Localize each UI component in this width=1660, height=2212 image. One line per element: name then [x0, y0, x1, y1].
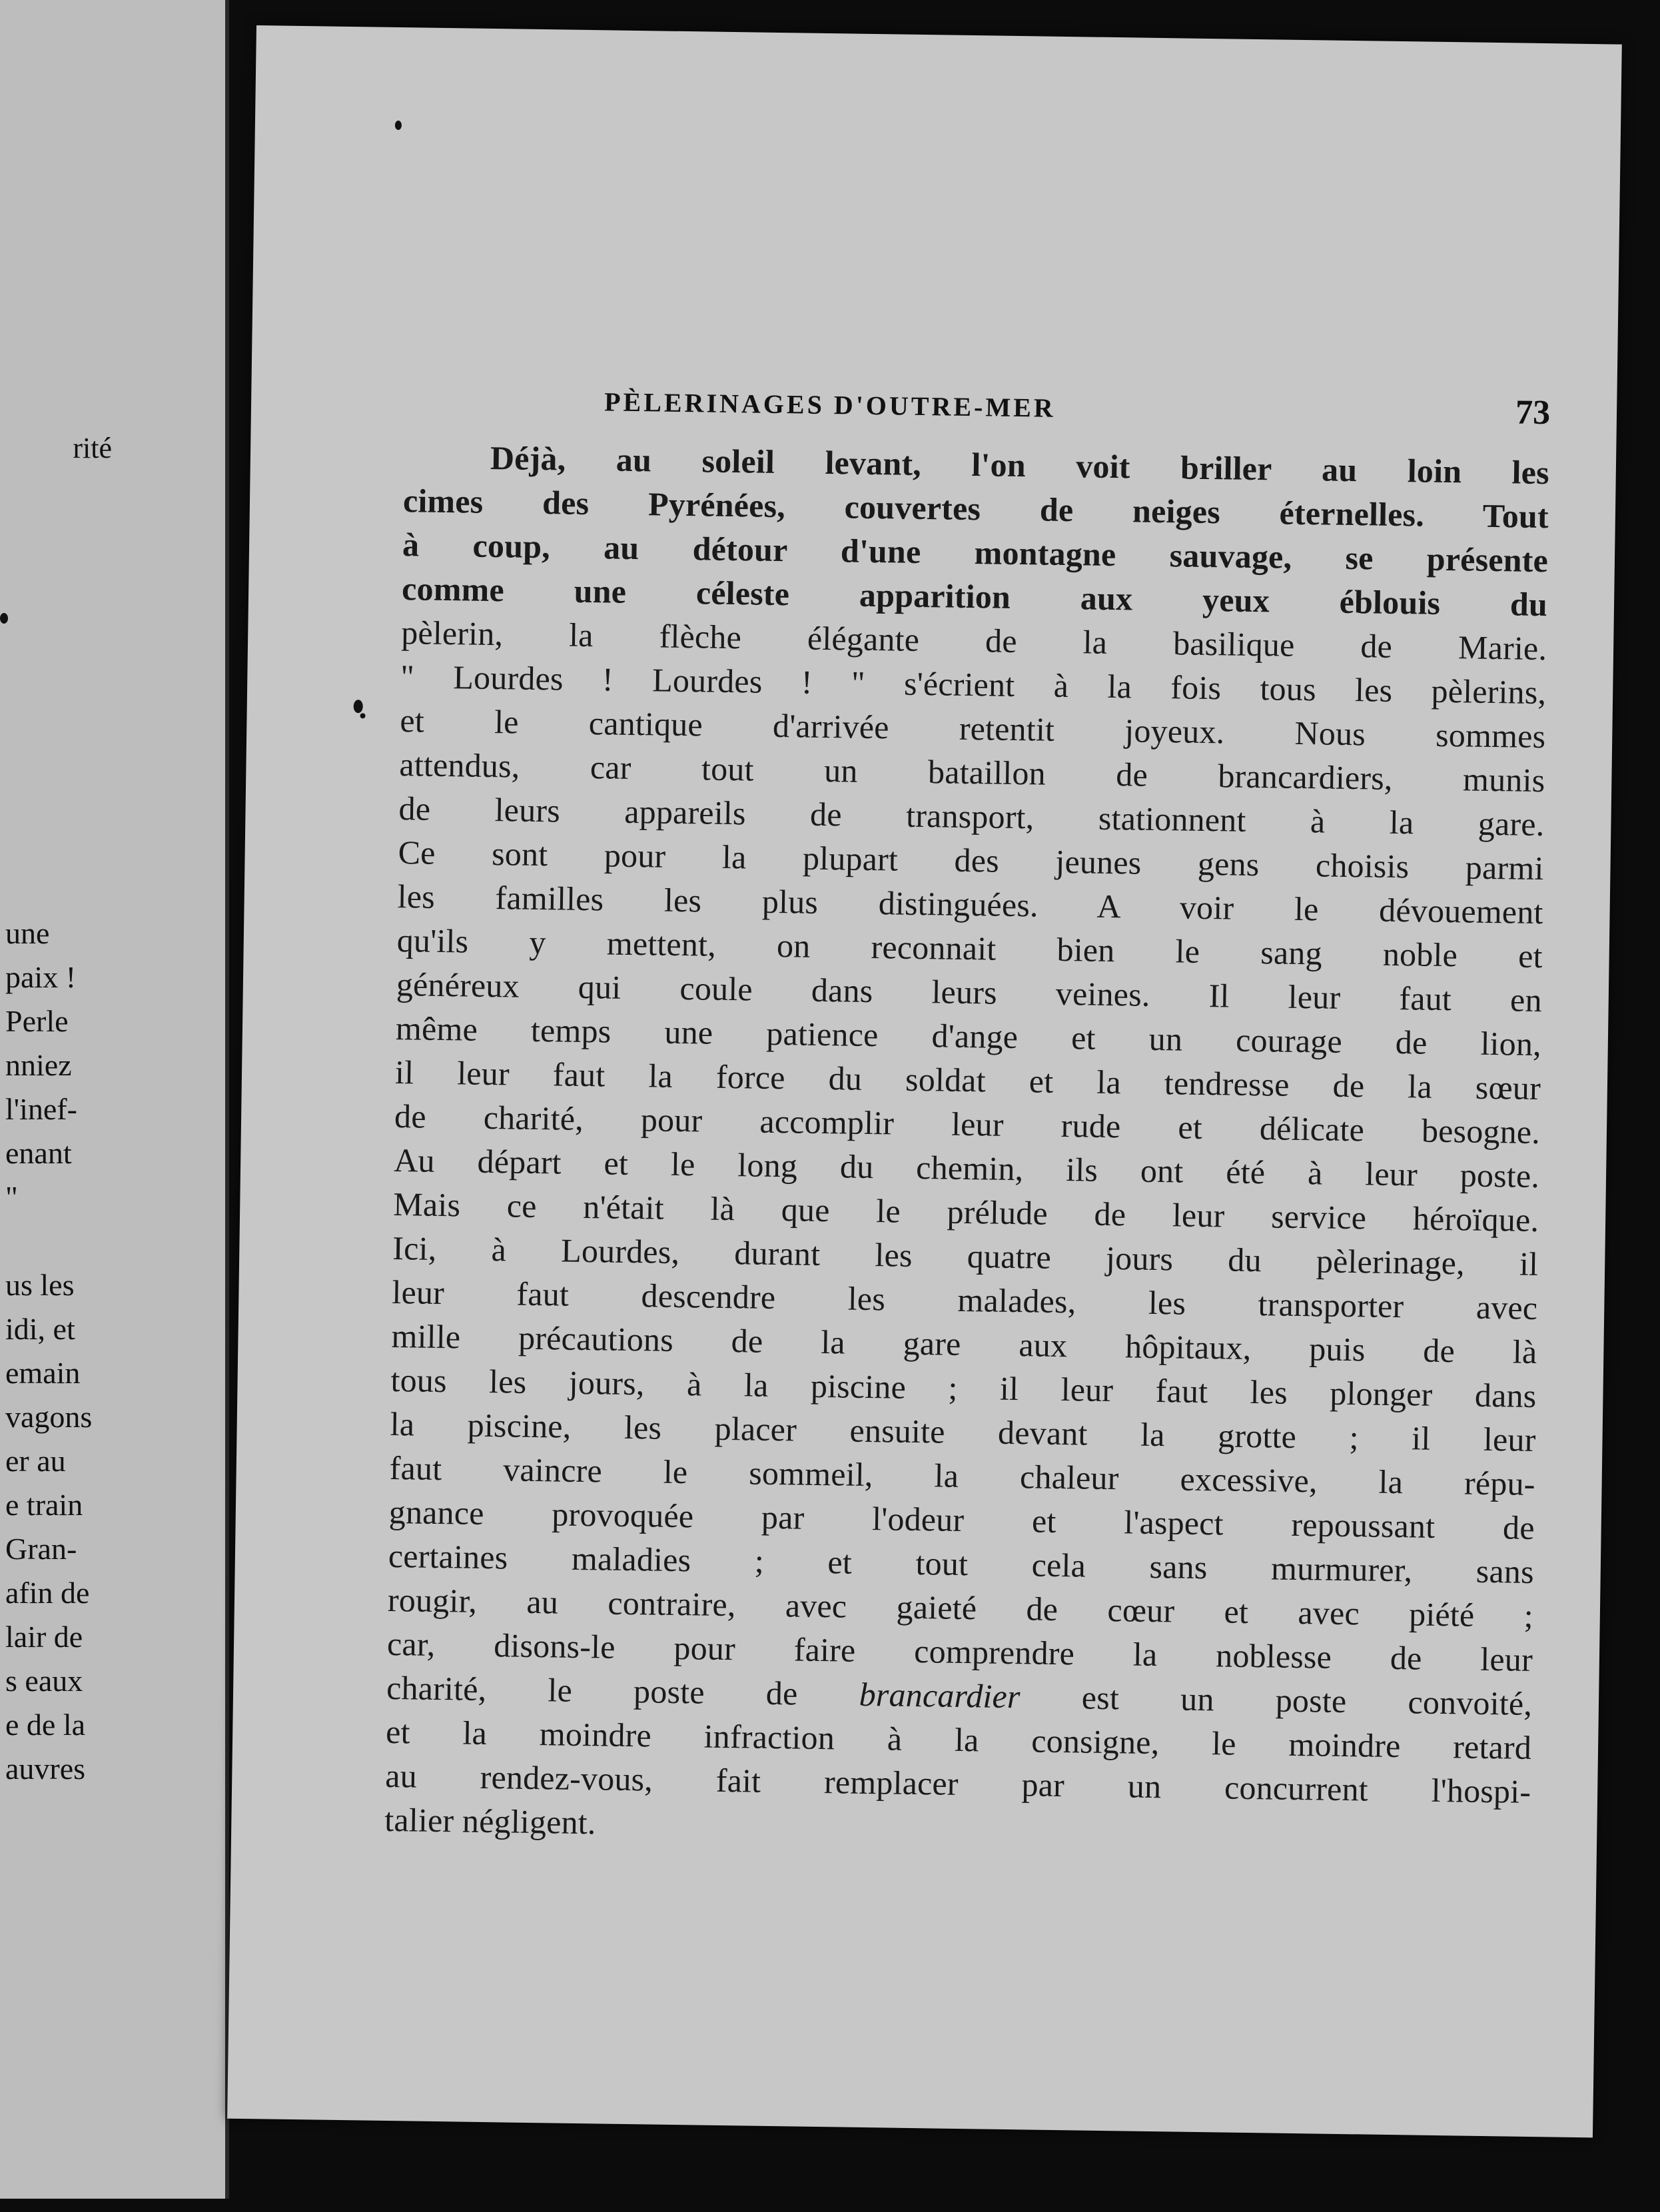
text-line: mille précautions de la gare aux hôpitaux, puis de là [391, 1317, 1537, 1371]
text-line: à coup, au détour d'une montagne sauvage, se présente [402, 526, 1549, 580]
text-line: gnance provoquée par l'odeur et l'aspect repoussant de [388, 1492, 1535, 1547]
text-line: même temps une patience d'ange et un courage de lion, [395, 1009, 1542, 1063]
left-page-fragment-top: rité [73, 432, 112, 464]
text-line: cimes des Pyrénées, couvertes de neiges éternelles. Tout [402, 482, 1549, 536]
text-line: leur faut descendre les malades, les transporter avec [392, 1273, 1538, 1327]
page-number: 73 [1515, 393, 1551, 432]
left-page-fragment: us les [5, 1268, 75, 1302]
left-page-fragment: nniez [5, 1048, 72, 1082]
running-title: PÈLERINAGES D'OUTRE-MER [604, 386, 1056, 423]
left-page-fragment: e de la [5, 1708, 86, 1742]
text-line: qu'ils y mettent, on reconnait bien le sang noble et [396, 921, 1543, 975]
book-page [227, 25, 1622, 2137]
text-line: et le cantique d'arrivée retentit joyeux. Nous sommes [400, 702, 1546, 756]
left-page-fragment: vagons [5, 1400, 93, 1434]
page-speck [360, 713, 365, 718]
left-page-fragment: auvres [5, 1752, 86, 1786]
left-page-fragment: idi, et [5, 1312, 75, 1346]
text-line: Déjà, au soleil levant, l'on voit briller au loin les [490, 438, 1550, 492]
page-speck [395, 121, 402, 130]
text-line: car, disons-le pour faire comprendre la noblesse de leur [386, 1624, 1533, 1678]
text-line: au rendez-vous, fait remplacer par un concurrent l'hospi- [384, 1756, 1531, 1810]
left-page-fragment: " [5, 1180, 18, 1214]
text-line: comme une céleste apparition aux yeux éblouis du [401, 570, 1548, 624]
page-speck [354, 700, 363, 713]
page-header [404, 377, 1551, 440]
left-page-fragment: lair de [5, 1620, 83, 1654]
left-page-fragment: afin de [5, 1576, 90, 1610]
text-line: charité, le poste de brancardier est un poste convoité, [386, 1668, 1533, 1722]
text-line: pèlerin, la flèche élégante de la basilique de Marie. [400, 614, 1547, 668]
text-line: la piscine, les placer ensuite devant la grotte ; il leur [390, 1405, 1536, 1459]
text-line: talier négligent. [384, 1800, 596, 1842]
text-line: il leur faut la force du soldat et la tendresse de la sœur [394, 1053, 1541, 1107]
left-page-fragment: e train [5, 1488, 83, 1522]
text-line: faut vaincre le sommeil, la chaleur excessive, la répu- [389, 1449, 1536, 1503]
text-line: rougir, au contraire, avec gaieté de cœur et avec piété ; [387, 1580, 1534, 1634]
left-page-fragment: Perle [5, 1004, 69, 1038]
text-line: Au départ et le long du chemin, ils ont été à leur poste. [393, 1141, 1540, 1195]
text-line: les familles les plus distinguées. A voir le dévouement [397, 877, 1543, 931]
text-line: Ici, à Lourdes, durant les quatre jours du pèlerinage, il [392, 1229, 1539, 1283]
text-line: " Lourdes ! Lourdes ! " s'écrient à la fois tous les pèlerins, [400, 658, 1547, 712]
left-facing-page [0, 0, 229, 2199]
left-page-fragment: Gran- [5, 1532, 77, 1566]
text-line: de charité, pour accomplir leur rude et délicate besogne. [394, 1097, 1541, 1151]
left-page-fragment: emain [5, 1356, 81, 1390]
text-line: de leurs appareils de transport, stationnent à la gare. [398, 790, 1545, 843]
text-line: attendus, car tout un bataillon de brancardiers, munis [399, 746, 1545, 800]
text-line: généreux qui coule dans leurs veines. Il leur faut en [396, 965, 1543, 1019]
left-page-fragment: une [5, 916, 50, 950]
italic-word: brancardier [859, 1675, 1021, 1716]
left-page-fragment: er au [5, 1444, 66, 1478]
left-page-fragment [0, 1219, 225, 1263]
left-page-fragment: enant [5, 1136, 72, 1170]
text-line: Ce sont pour la plupart des jeunes gens choisis parmi [398, 833, 1544, 887]
text-line: tous les jours, à la piscine ; il leur faut les plonger dans [390, 1361, 1537, 1415]
text-line: Mais ce n'était là que le prélude de leur service héroïque. [392, 1185, 1539, 1239]
left-page-fragment: paix ! [5, 960, 77, 994]
left-page-text-fragments [0, 911, 225, 1791]
page-text-block [384, 377, 1551, 1858]
body-text [384, 434, 1549, 1858]
left-page-speck [0, 613, 8, 624]
text-line: certaines maladies ; et tout cela sans murmurer, sans [388, 1536, 1535, 1590]
left-page-fragment: l'inef- [5, 1092, 77, 1126]
left-page-fragment: s eaux [5, 1664, 83, 1698]
text-line: et la moindre infraction à la consigne, le moindre retard [385, 1712, 1532, 1766]
